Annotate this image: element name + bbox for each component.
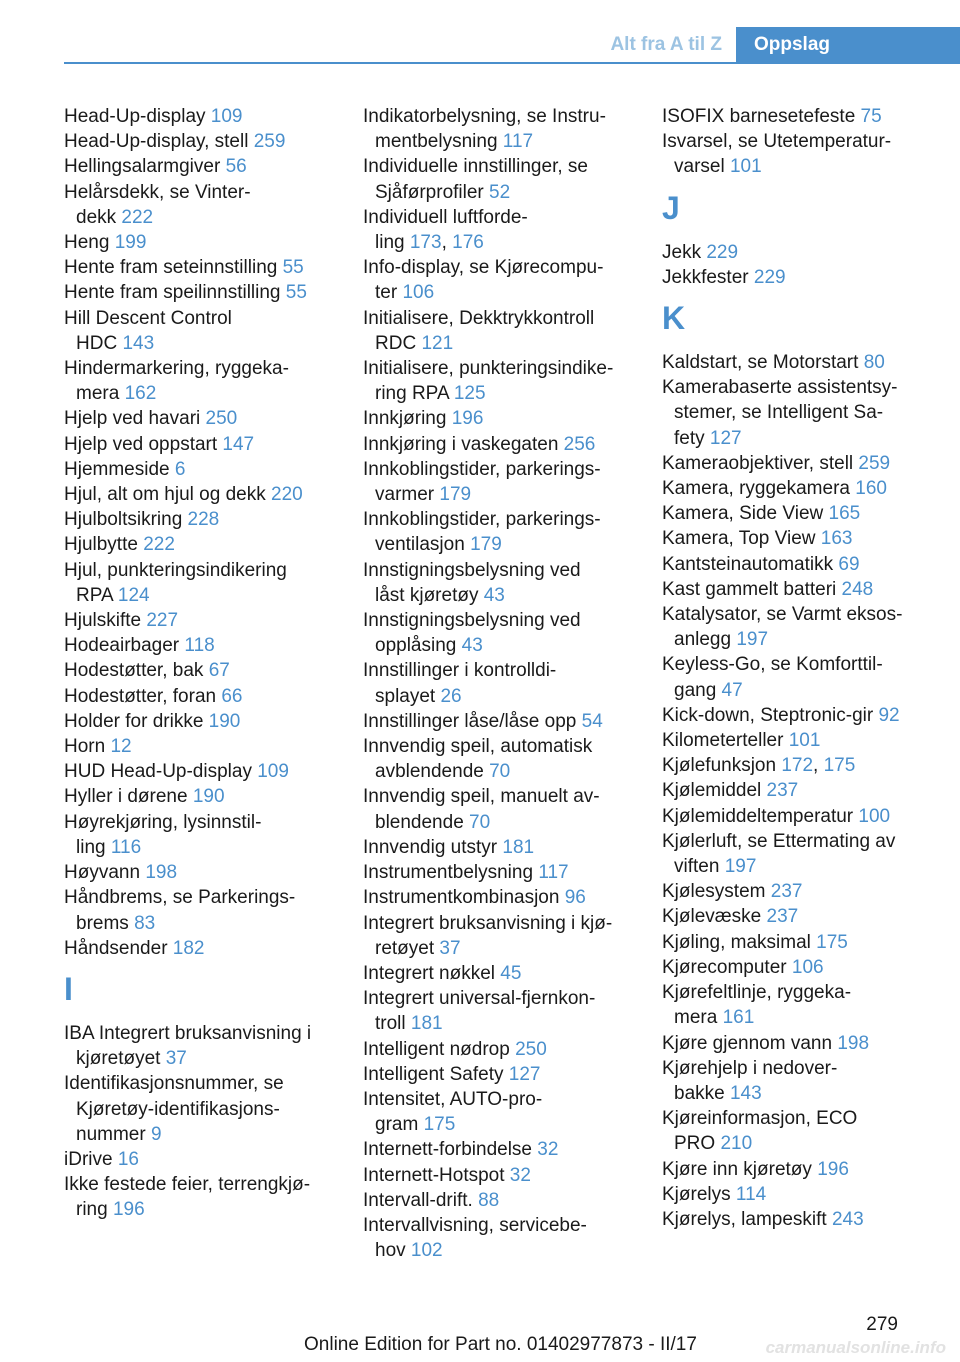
page-ref-link[interactable]: 182 [172, 937, 205, 959]
page-ref-link[interactable]: 32 [537, 1139, 559, 1161]
page-ref-link[interactable]: 26 [440, 685, 462, 707]
index-column-1 [64, 104, 344, 1223]
index-entry: Kameraobjektiver, stell 259 [662, 452, 891, 474]
index-entry: Innvendig speil, manuelt av‐ blendende 70 [363, 786, 600, 833]
index-entry: Keyless-Go, se Komforttil‐ gang 47 [662, 654, 883, 701]
index-entry: Kjørecomputer 106 [662, 956, 824, 978]
index-entry: Innkjøring i vaskegaten 256 [363, 433, 596, 455]
index-entry: iDrive 16 [64, 1148, 139, 1170]
page-ref-link[interactable]: 96 [564, 887, 586, 909]
section-letter: I [64, 970, 73, 1007]
page-ref-link[interactable]: 198 [837, 1032, 870, 1054]
page-ref-link[interactable]: 196 [112, 1199, 145, 1221]
index-entry: Innstigningsbelysning ved opplåsing 43 [363, 610, 581, 657]
section-letter: J [662, 189, 680, 226]
index-entry: Integrert universal-fjernkon‐ troll 181 [363, 988, 596, 1035]
page-ref-link[interactable]: 248 [841, 578, 874, 600]
page-ref-link[interactable]: 163 [820, 528, 853, 550]
index-entry: Initialisere, Dekktrykkontroll RDC 121 [363, 307, 595, 354]
page-ref-link[interactable]: 173 [409, 232, 442, 254]
index-entry: Kjølefunksjon 172, 175 [662, 755, 856, 777]
page-ref-link[interactable]: 109 [257, 761, 289, 783]
page-ref-link[interactable]: 196 [451, 408, 484, 430]
page-ref-link[interactable]: 75 [860, 106, 882, 127]
page-ref-link[interactable]: 237 [770, 881, 803, 903]
section-tab[interactable]: Alt fra A til Z [610, 34, 722, 55]
index-entry: Kjøling, maksimal 175 [662, 931, 848, 953]
page-ref-link[interactable]: 125 [453, 383, 486, 405]
index-entry: Kaldstart, se Motorstart 80 [662, 352, 885, 374]
index-entry: Høyvann 198 [64, 862, 178, 884]
index-entry: Innstigningsbelysning ved låst kjøretøy 43 [363, 559, 581, 606]
index-entry: Kamerabaserte assistentsy‐ stemer, se Intelligent Sa‐ fety 127 [662, 377, 898, 449]
index-entry: Holder for drikke 190 [64, 710, 241, 732]
index-entry: Hente fram speilinnstilling 55 [64, 282, 307, 304]
page-ref-link[interactable]: 54 [581, 710, 603, 732]
index-entry: Hjulskifte 227 [64, 610, 179, 632]
page-ref-link[interactable]: 80 [863, 352, 885, 374]
page-ref-link[interactable]: 237 [766, 906, 799, 928]
page-ref-link[interactable]: 67 [208, 660, 230, 682]
page-ref-link[interactable]: 88 [478, 1189, 500, 1211]
page-ref-link[interactable]: 220 [271, 484, 303, 506]
page-ref-link[interactable]: 256 [563, 433, 596, 455]
page-ref-link[interactable]: 250 [205, 408, 238, 430]
page-ref-link[interactable]: 175 [823, 755, 856, 777]
index-entry: Hyller i dørene 190 [64, 786, 225, 808]
page-ref-link[interactable]: 259 [253, 131, 286, 153]
page-ref-link[interactable]: 45 [500, 962, 522, 984]
page-ref-link[interactable]: 117 [502, 131, 534, 153]
page-ref-link[interactable]: 222 [143, 534, 175, 556]
index-entry: Håndbrems, se Parkerings‐ brems 83 [64, 887, 296, 934]
index-column-2 [363, 104, 653, 1263]
index-entry: Hjulbytte 222 [64, 534, 175, 556]
page-ref-link[interactable]: 196 [817, 1158, 849, 1180]
page-ref-link[interactable]: 162 [124, 383, 157, 405]
index-entry: Katalysator, se Varmt eksos‐ anlegg 197 [662, 604, 903, 651]
page-ref-link[interactable]: 175 [423, 1114, 456, 1136]
index-entry: Jekkfester 229 [662, 266, 786, 288]
index-entry: Kantsteinautomatikk 69 [662, 553, 860, 575]
page-ref-link[interactable]: 210 [720, 1133, 753, 1155]
page-ref-link[interactable]: 83 [134, 912, 156, 934]
page-ref-link[interactable]: 55 [282, 257, 304, 279]
header-divider [64, 62, 960, 64]
index-entry: Isvarsel, se Utetemperatur‐ varsel 101 [662, 131, 892, 178]
index-entry: Head-Up-display 109 [64, 106, 243, 127]
index-entry: Kjørefeltlinje, ryggeka‐ mera 161 [662, 982, 852, 1029]
page-ref-link[interactable]: 52 [489, 181, 511, 203]
index-entry: Head-Up-display, stell 259 [64, 131, 286, 153]
page-ref-link[interactable]: 161 [722, 1007, 755, 1029]
watermark: carmanualsonline.info [765, 1338, 946, 1357]
index-entry: Hindermarkering, ryggeka‐ mera 162 [64, 358, 289, 405]
index-entry: Kjølemiddel 237 [662, 780, 799, 802]
index-entry: Individuell luftforde‐ ling 173, 176 [363, 206, 528, 254]
edition-footer: Online Edition for Part no. 01402977873 - II/17 [304, 1334, 697, 1355]
index-entry: Integrert nøkkel 45 [363, 962, 522, 984]
page-ref-link[interactable]: 143 [729, 1082, 762, 1104]
index-entry: Intelligent Safety 127 [363, 1063, 541, 1085]
index-entry: Intelligent nødrop 250 [363, 1038, 547, 1060]
index-entry: IBA Integrert bruksanvisning i kjøretøyet 37 [64, 1022, 312, 1070]
page-ref-link[interactable]: 43 [483, 584, 505, 606]
index-entry: Innkjøring 196 [363, 408, 484, 430]
page-ref-link[interactable]: 66 [221, 685, 243, 707]
index-entry: Kilometerteller 101 [662, 730, 821, 752]
index-entry: Kjørelys 114 [662, 1183, 767, 1205]
index-entry: Intensitet, AUTO-pro‐ gram 175 [363, 1088, 543, 1136]
page-ref-link[interactable]: 37 [165, 1048, 187, 1070]
index-entry: Kjølemiddeltemperatur 100 [662, 805, 891, 827]
page-header [0, 0, 960, 62]
index-entry: Identifikasjonsnummer, se Kjøretøy-identifikasjons‐ nummer 9 [64, 1073, 284, 1145]
index-entry: Hjelp ved havari 250 [64, 408, 238, 430]
page-ref-link[interactable]: 109 [210, 106, 243, 127]
page-ref-link[interactable]: 179 [439, 484, 472, 506]
page-ref-link[interactable]: 190 [192, 786, 225, 808]
index-entry: Kjøreinformasjon, ECO PRO 210 [662, 1108, 858, 1155]
index-entry: Heng 199 [64, 232, 147, 254]
index-entry: Hellingsalarmgiver 56 [64, 156, 247, 178]
index-entry: Kjølevæske 237 [662, 906, 799, 928]
index-entry: Helårsdekk, se Vinter‐ dekk 222 [64, 181, 251, 228]
index-entry: Hill Descent Control HDC 143 [64, 307, 232, 354]
index-entry: Indikatorbelysning, se Instru‐ mentbelysning 117 [363, 106, 606, 153]
index-entry: Jekk 229 [662, 241, 739, 263]
index-entry: Kamera, Top View 163 [662, 528, 853, 550]
page-ref-link[interactable]: 147 [222, 433, 255, 455]
page-ref-link[interactable]: 114 [735, 1183, 767, 1205]
index-entry: Instrumentkombinasjon 96 [363, 887, 586, 909]
page-ref-link[interactable]: 250 [515, 1038, 547, 1060]
page-ref-link[interactable]: 229 [706, 241, 739, 263]
index-entry: Kjørehjelp i nedover‐ bakke 143 [662, 1057, 838, 1104]
page-ref-link[interactable]: 12 [110, 736, 132, 758]
page-ref-link[interactable]: 181 [410, 1013, 443, 1035]
index-entry: Kamera, Side View 165 [662, 503, 861, 525]
page-ref-link[interactable]: 127 [508, 1063, 541, 1085]
page-ref-link[interactable]: 117 [538, 862, 569, 884]
index-column-3 [662, 104, 942, 1232]
page-ref-link[interactable]: 143 [122, 332, 155, 354]
page-ref-link[interactable]: 116 [110, 836, 142, 858]
page-ref-link[interactable]: 47 [721, 679, 743, 701]
index-entry: Internett-forbindelse 32 [363, 1139, 559, 1161]
index-entry: Kjølesystem 237 [662, 881, 803, 903]
index-entry: HUD Head-Up-display 109 [64, 761, 289, 783]
page-ref-link[interactable]: 243 [831, 1208, 864, 1230]
page-ref-link[interactable]: 56 [225, 156, 247, 178]
page-ref-link[interactable]: 237 [766, 780, 799, 802]
index-entry: Hodestøtter, bak 67 [64, 660, 230, 682]
index-entry: Hente fram seteinnstilling 55 [64, 257, 304, 279]
page-ref-link[interactable]: 175 [816, 931, 848, 953]
index-entry: Intervallvisning, servicebe‐ hov 102 [363, 1214, 587, 1262]
page-ref-link[interactable]: 16 [117, 1148, 139, 1170]
index-entry: Hodeairbager 118 [64, 635, 215, 657]
page-ref-link[interactable]: 190 [208, 710, 241, 732]
index-entry: Innkoblingstider, parkerings‐ ventilasjon 179 [363, 509, 601, 556]
page-ref-link[interactable]: 106 [791, 956, 824, 978]
index-entry: Instrumentbelysning 117 [363, 862, 569, 884]
page-ref-link[interactable]: 43 [461, 635, 483, 657]
index-entry: Kjøre gjennom vann 198 [662, 1032, 870, 1054]
index-entry: Hjul, punkteringsindikering RPA 124 [64, 559, 287, 606]
page-ref-link[interactable]: 127 [709, 427, 742, 449]
page-ref-link[interactable]: 197 [724, 856, 757, 878]
page-ref-link[interactable]: 121 [421, 332, 454, 354]
index-entry: Internett-Hotspot 32 [363, 1164, 531, 1186]
page-ref-link[interactable]: 222 [121, 206, 154, 228]
page-ref-link[interactable]: 227 [146, 610, 179, 632]
index-entry: Kjøre inn kjøretøy 196 [662, 1158, 849, 1180]
page-ref-link[interactable]: 197 [736, 629, 769, 651]
index-entry: Individuelle innstillinger, se Sjåførprofiler 52 [363, 156, 588, 203]
page-ref-link[interactable]: 101 [788, 730, 821, 752]
index-entry: Kast gammelt batteri 248 [662, 578, 874, 600]
index-entry: Initialisere, punkteringsindike‐ ring RPA 125 [363, 358, 614, 405]
index-entry: Innkoblingstider, parkerings‐ varmer 179 [363, 458, 601, 506]
index-entry: Hjelp ved oppstart 147 [64, 433, 255, 455]
page-ref-link[interactable]: 102 [410, 1240, 443, 1262]
page-ref-link[interactable]: 165 [828, 503, 861, 525]
page-ref-link[interactable]: 176 [452, 232, 484, 254]
index-entry: Ikke festede feier, terrengkjø‐ ring 196 [64, 1174, 311, 1221]
page-ref-link[interactable]: 181 [502, 836, 535, 858]
page-ref-link[interactable]: 124 [117, 584, 150, 606]
page-ref-link[interactable]: 70 [469, 811, 491, 833]
page-ref-link[interactable]: 69 [838, 553, 860, 575]
index-entry: Innvendig utstyr 181 [363, 836, 535, 858]
page-ref-link[interactable]: 9 [150, 1123, 162, 1145]
page-ref-link[interactable]: 101 [729, 156, 762, 178]
index-entry: Hjulboltsikring 228 [64, 509, 220, 531]
page-ref-link[interactable]: 55 [285, 282, 307, 304]
index-entry: Høyrekjøring, lysinnstil‐ ling 116 [64, 811, 262, 858]
index-entry: Integrert bruksanvisning i kjø‐ retøyet 37 [363, 912, 613, 959]
index-entry: Horn 12 [64, 736, 132, 758]
index-entry: Innvendig speil, automatisk avblendende 70 [363, 736, 593, 783]
active-tab[interactable]: Oppslag [736, 27, 960, 62]
index-entry: Info-display, se Kjørecompu‐ ter 106 [363, 257, 604, 304]
index-entry: Kjølerluft, se Ettermating av viften 197 [662, 830, 896, 878]
index-entry: ISOFIX barnesetefeste 75 [662, 106, 882, 127]
page-ref-link[interactable]: 70 [489, 761, 511, 783]
index-entry: Innstillinger låse/låse opp 54 [363, 710, 603, 732]
index-entry: Hodestøtter, foran 66 [64, 685, 243, 707]
section-letter: K [662, 300, 686, 337]
page-ref-link[interactable]: 198 [145, 862, 178, 884]
page-ref-link[interactable]: 228 [187, 509, 220, 531]
page-ref-link[interactable]: 259 [858, 452, 891, 474]
page-ref-link[interactable]: 32 [509, 1164, 531, 1186]
index-entry: Håndsender 182 [64, 937, 205, 959]
page-ref-link[interactable]: 92 [878, 704, 900, 726]
page-ref-link[interactable]: 118 [184, 635, 215, 657]
page-ref-link[interactable]: 106 [402, 282, 435, 304]
index-entry: Hjul, alt om hjul og dekk 220 [64, 484, 303, 506]
page-ref-link[interactable]: 172 [781, 755, 814, 777]
index-entry: Kamera, ryggekamera 160 [662, 478, 887, 500]
page-ref-link[interactable]: 160 [855, 478, 887, 500]
index-entry: Hjemmeside 6 [64, 458, 186, 480]
page-ref-link[interactable]: 37 [439, 937, 461, 959]
index-entry: Kick-down, Steptronic-gir 92 [662, 704, 900, 726]
index-entry: Intervall-drift. 88 [363, 1189, 500, 1211]
page-ref-link[interactable]: 6 [174, 458, 186, 480]
page-ref-link[interactable]: 199 [114, 232, 147, 254]
page-number: 279 [866, 1314, 898, 1335]
page-ref-link[interactable]: 229 [753, 266, 786, 288]
index-entry: Innstillinger i kontrolldi‐ splayet 26 [363, 660, 557, 707]
page-ref-link[interactable]: 100 [858, 805, 891, 827]
index-entry: Kjørelys, lampeskift 243 [662, 1208, 864, 1230]
page-ref-link[interactable]: 179 [470, 534, 502, 556]
